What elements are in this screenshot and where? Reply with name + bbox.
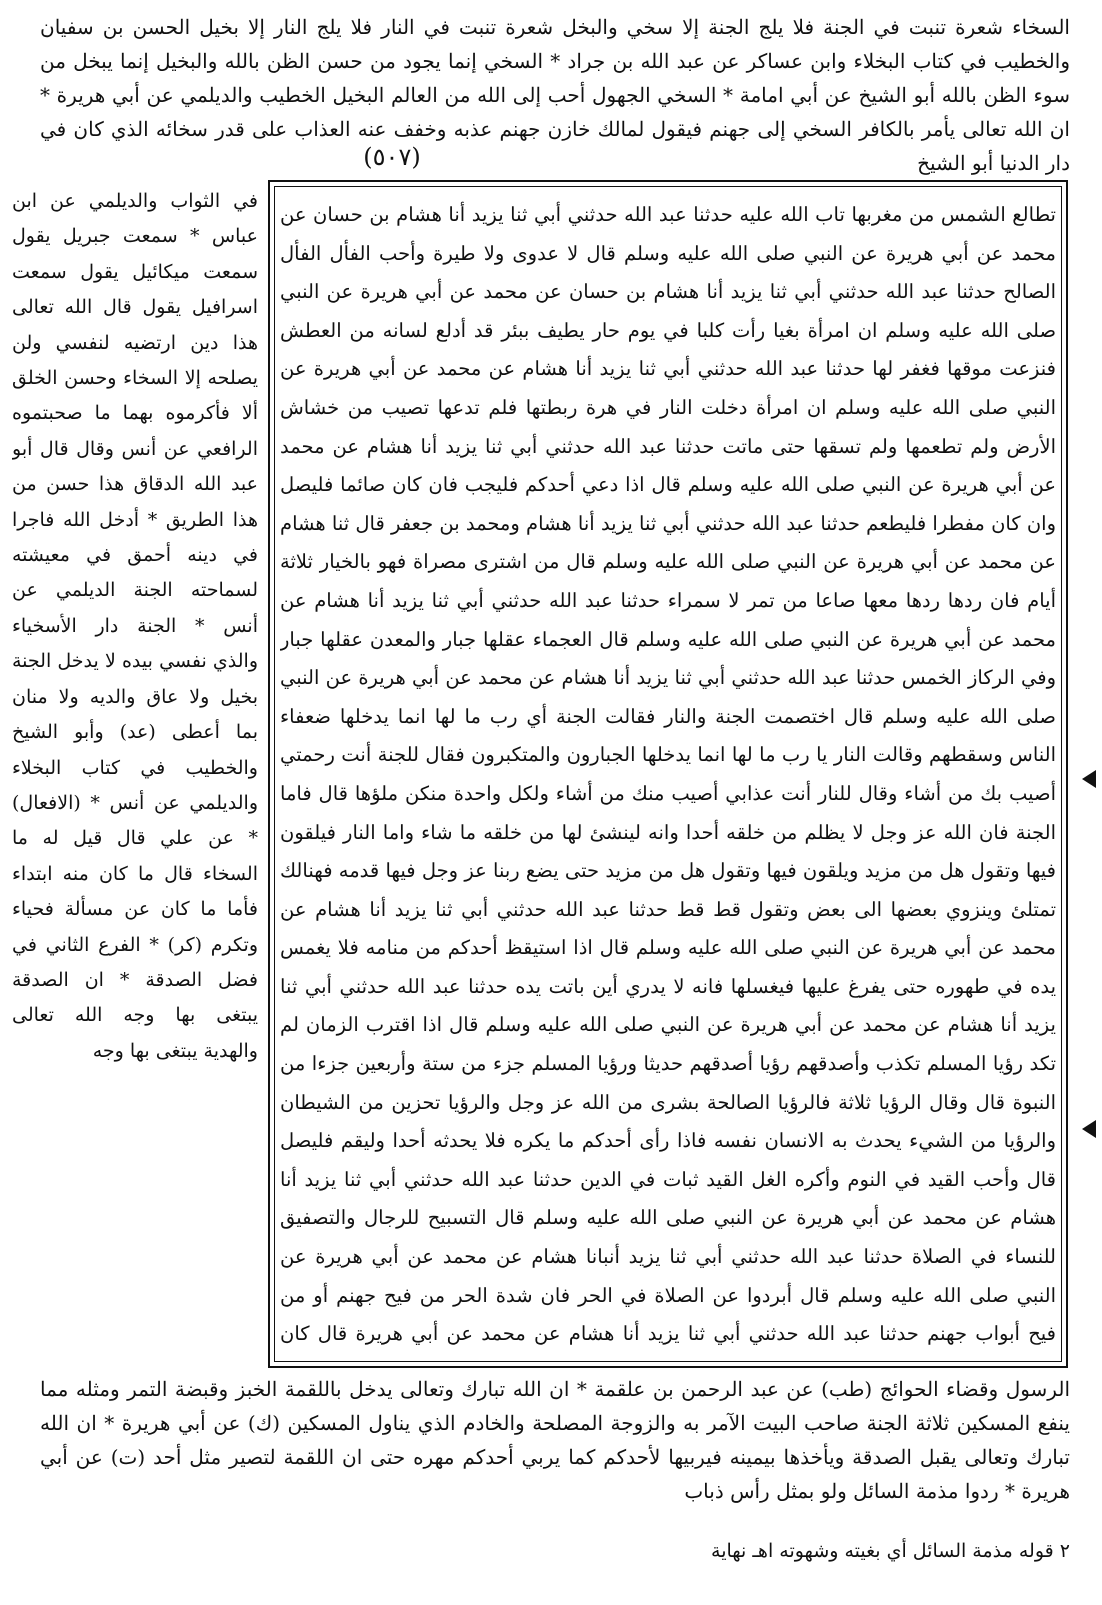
side-margin-text: في الثواب والديلمي عن ابن عباس * سمعت جبريل يقول سمعت ميكائيل يقول سمعت اسرافيل يقول قال الله تعالى هذا دين ارتضيه لنفسي ولن يصلحه إلا السخاء وحسن الخلق ألا فأكرموه بهما ما صحبتموه الرافعي عن أنس وقال قال أبو عبد الله الدقاق هذا حسن من هذا الطريق * أدخل الله فاجرا في دينه أحمق في معيشته لسماحته الجنة الديلمي عن أنس * الجنة دار الأسخياء والذي نفسي بيده لا يدخل الجنة بخيل ولا عاق والديه ولا منان بما أعطى (عد) وأبو الشيخ والخطيب في كتاب البخلاء والديلمي عن أنس * (الافعال) * عن علي قال قيل له ما السخاء قال ما كان منه ابتداء فأما ما كان عن مسألة فحياء وتكرم (كر) * الفرع الثاني في فضل الصدقة * ان الصدقة يبتغى بها وجه الله تعالى والهدية يبتغى بها وجه — [12, 190, 258, 1062]
margin-mark-icon — [1082, 770, 1096, 788]
margin-mark-icon — [1082, 1120, 1096, 1138]
top-margin-text: السخاء شعرة تنبت في الجنة فلا يلج الجنة إلا سخي والبخل شعرة تنبت في النار فلا يلج النار إلا بخيل الحسن بن سفيان والخطيب في كتاب البخلاء وابن عساكر عن عبد الله بن جراد * السخي إنما يجود من حسن الظن بالله والبخيل إنما يبخل من سوء الظن بالله أبو الشيخ عن أبي امامة * السخي الجهول أحب إلى الله من العالم البخيل الخطيب والديلمي عن أبي هريرة * ان الله تعالى يأمر بالكافر السخي إلى جهنم فيقول لمالك خازن جهنم عذبه وخفف عنه العذاب على قدر سخائه الذي كان في دار الدنيا أبو الشيخ — [40, 15, 1070, 175]
page-number: (٥٠٧) — [363, 143, 421, 171]
main-text: تطالع الشمس من مغربها تاب الله عليه حدثنا عبد الله حدثني أبي ثنا يزيد أنا هشام بن حسان عن محمد عن أبي هريرة عن النبي صلى الله عليه وسلم قال لا عدوى ولا طيرة وأحب الفأل الفأل الصالح حدثنا عبد الله حدثني أبي ثنا يزيد أنا هشام بن حسان عن محمد عن أبي هريرة عن النبي صلى الله عليه وسلم ان امرأة بغيا رأت كلبا في يوم حار يطيف ببئر قد أدلع لسانه من العطش فنزعت موقها فغفر لها حدثنا عبد الله حدثني أبي ثنا يزيد أنا هشام عن محمد عن أبي هريرة عن النبي صلى الله عليه وسلم ان امرأة دخلت النار في هرة ربطتها فلم تدعها تصيب من خشاش الأرض ولم تطعمها ولم تسقها حتى ماتت حدثنا عبد الله حدثني أبي ثنا يزيد أنا هشام عن محمد عن أبي هريرة عن النبي صلى الله عليه وسلم قال اذا دعي أحدكم فليجب فان كان صائما فليصل وان كان مفطرا فليطعم حدثنا عبد الله حدثني أبي ثنا يزيد أنا هشام ومحمد بن جعفر قال ثنا هشام عن محمد عن أبي هريرة عن النبي صلى الله عليه وسلم قال من اشترى مصراة فهو بالخيار ثلاثة أيام فان ردها ردها معها صاعا من تمر لا سمراء حدثنا عبد الله حدثني أبي ثنا يزيد أنا هشام عن محمد عن أبي هريرة عن النبي صلى الله عليه وسلم قال العجماء عقلها جبار والمعدن عقلها جبار وفي الركاز الخمس حدثنا عبد الله حدثني أبي ثنا يزيد أنا هشام عن محمد عن أبي هريرة عن النبي صلى الله عليه وسلم قال اختصمت الجنة والنار فقالت الجنة أي رب ما لها انما يدخلها ضعفاء الناس وسقطهم وقالت النار يا رب ما لها انما يدخلها الجبارون والمتكبرون فقال للجنة أنت رحمتي أصيب بك من أشاء وقال للنار أنت عذابي أصيب منك من أشاء ولكل واحدة منكن ملؤها قال فاما الجنة فان الله عز وجل لا يظلم من خلقه أحدا وانه لينشئ لها من خلقه ما شاء واما النار فيلقون فيها وتقول هل من مزيد ويلقون فيها وتقول هل من مزيد حتى يضع ربنا عز وجل فيها قدمه فهنالك تمتلئ وينزوي بعضها الى بعض وتقول قط قط حدثنا عبد الله حدثني أبي ثنا يزيد أنا هشام عن محمد عن أبي هريرة عن النبي صلى الله عليه وسلم قال اذا استيقظ أحدكم من منامه فلا يغمس يده في طهوره حتى يفرغ عليها فيغسلها فانه لا يدري أين باتت يده حدثنا عبد الله حدثني أبي ثنا يزيد أنا هشام عن محمد عن أبي هريرة عن النبي صلى الله عليه وسلم قال اذا اقترب الزمان لم تكد رؤيا المسلم تكذب وأصدقهم رؤيا أصدقهم حديثا ورؤيا المسلم جزء من ستة وأربعين جزءا من النبوة قال وقال الرؤيا ثلاثة فالرؤيا الصالحة بشرى من الله عز وجل والرؤيا تحزين من الشيطان والرؤيا من الشيء يحدث به الانسان نفسه فاذا رأى أحدكم ما يكره فلا يحدثه أحدا وليقم فليصل قال وأحب القيد في النوم وأكره الغل القيد ثبات في الدين حدثنا عبد الله حدثني أبي ثنا يزيد أنا هشام عن محمد عن أبي هريرة عن النبي صلى الله عليه وسلم قال التسبيح للرجال والتصفيق للنساء في الصلاة حدثنا عبد الله حدثني أبي ثنا يزيد أنبانا هشام عن محمد عن أبي هريرة عن النبي صلى الله عليه وسلم قال أبردوا عن الصلاة في الحر فان شدة الحر من فيح جهنم أو من فيح أبواب جهنم حدثنا عبد الله حدثني أبي ثنا يزيد أنا هشام عن محمد عن أبي هريرة قال كان — [280, 203, 1056, 1346]
footnote: ٢ قوله مذمة السائل أي بغيته وشهوته اهـ نهاية — [711, 1540, 1070, 1562]
bottom-margin-text: الرسول وقضاء الحوائج (طب) عن عبد الرحمن بن علقمة * ان الله تبارك وتعالى يدخل باللقمة الخبز وقبضة التمر ومثله مما ينفع المسكين ثلاثة الجنة صاحب البيت الآمر به والزوجة المصلحة والخادم الذي يناول المسكين (ك) عن أبي هريرة * ان الله تبارك وتعالى يقبل الصدقة ويأخذها بيمينه فيربيها لأحدكم كما يربي أحدكم مهره حتى ان اللقمة لتصير مثل أحد (ت) عن أبي هريرة * ردوا مذمة السائل ولو بمثل رأس ذباب — [40, 1377, 1070, 1503]
